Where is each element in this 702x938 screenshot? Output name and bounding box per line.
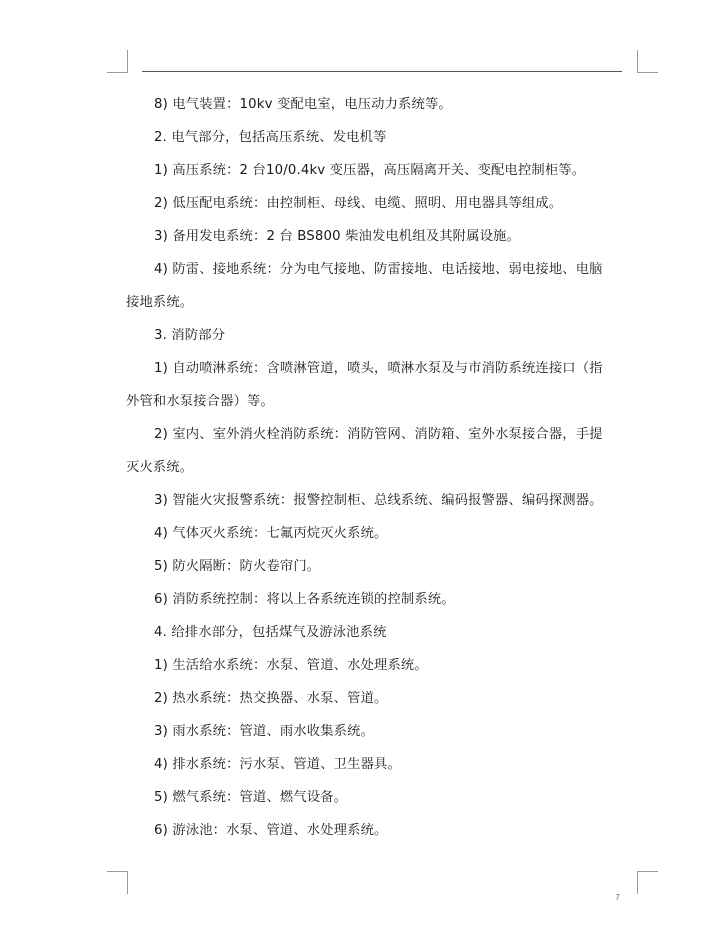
text-line: 1) 高压系统：2 台10/0.4kv 变压器，高压隔离开关、变配电控制柜等。 — [154, 163, 586, 178]
text-line: 3) 备用发电系统：2 台 BS800 柴油发电机组及其附属设施。 — [154, 229, 520, 244]
section-heading: 3. 消防部分 — [154, 328, 226, 343]
text-line: 5) 防火隔断：防火卷帘门。 — [154, 559, 321, 574]
crop-mark-bottom-left — [107, 871, 128, 894]
text-line: 5) 燃气系统：管道、燃气设备。 — [154, 790, 348, 805]
text-line-continuation: 接地系统。 — [126, 295, 194, 310]
text-line: 3) 雨水系统：管道、雨水收集系统。 — [154, 724, 375, 739]
text-line: 4) 排水系统：污水泵、管道、卫生器具。 — [154, 757, 401, 772]
text-line: 6) 消防系统控制：将以上各系统连锁的控制系统。 — [154, 592, 455, 607]
text-line: 6) 游泳池：水泵、管道、水处理系统。 — [154, 823, 388, 838]
text-line: 1) 自动喷淋系统：含喷淋管道，喷头，喷淋水泵及与市消防系统连接口（指 — [154, 361, 603, 376]
crop-mark-top-left — [107, 50, 128, 73]
text-line: 8) 电气装置：10kv 变配电室，电压动力系统等。 — [154, 97, 452, 112]
body-text — [126, 88, 640, 847]
page-number: 7 — [615, 893, 621, 902]
text-line: 2) 室内、室外消火栓消防系统：消防管网、消防箱、室外水泵接合器，手提 — [154, 427, 603, 442]
crop-mark-top-right — [637, 50, 658, 73]
text-line: 1) 生活给水系统：水泵、管道、水处理系统。 — [154, 658, 428, 673]
section-heading: 4. 给排水部分，包括煤气及游泳池系统 — [154, 625, 387, 640]
text-line: 2) 低压配电系统：由控制柜、母线、电缆、照明、用电器具等组成。 — [154, 196, 563, 211]
text-line: 4) 防雷、接地系统：分为电气接地、防雷接地、电话接地、弱电接地、电脑 — [154, 262, 603, 277]
text-line-continuation: 外管和水泵接合器）等。 — [126, 394, 274, 409]
text-line-continuation: 灭火系统。 — [126, 460, 194, 475]
text-line: 4) 气体灭火系统：七氟丙烷灭火系统。 — [154, 526, 388, 541]
crop-mark-bottom-right — [637, 871, 658, 894]
text-line: 3) 智能火灾报警系统：报警控制柜、总线系统、编码报警器、编码探测器。 — [154, 493, 603, 508]
header-rule — [142, 71, 622, 72]
text-line: 2) 热水系统：热交换器、水泵、管道。 — [154, 691, 388, 706]
section-heading: 2. 电气部分，包括高压系统、发电机等 — [154, 130, 387, 145]
